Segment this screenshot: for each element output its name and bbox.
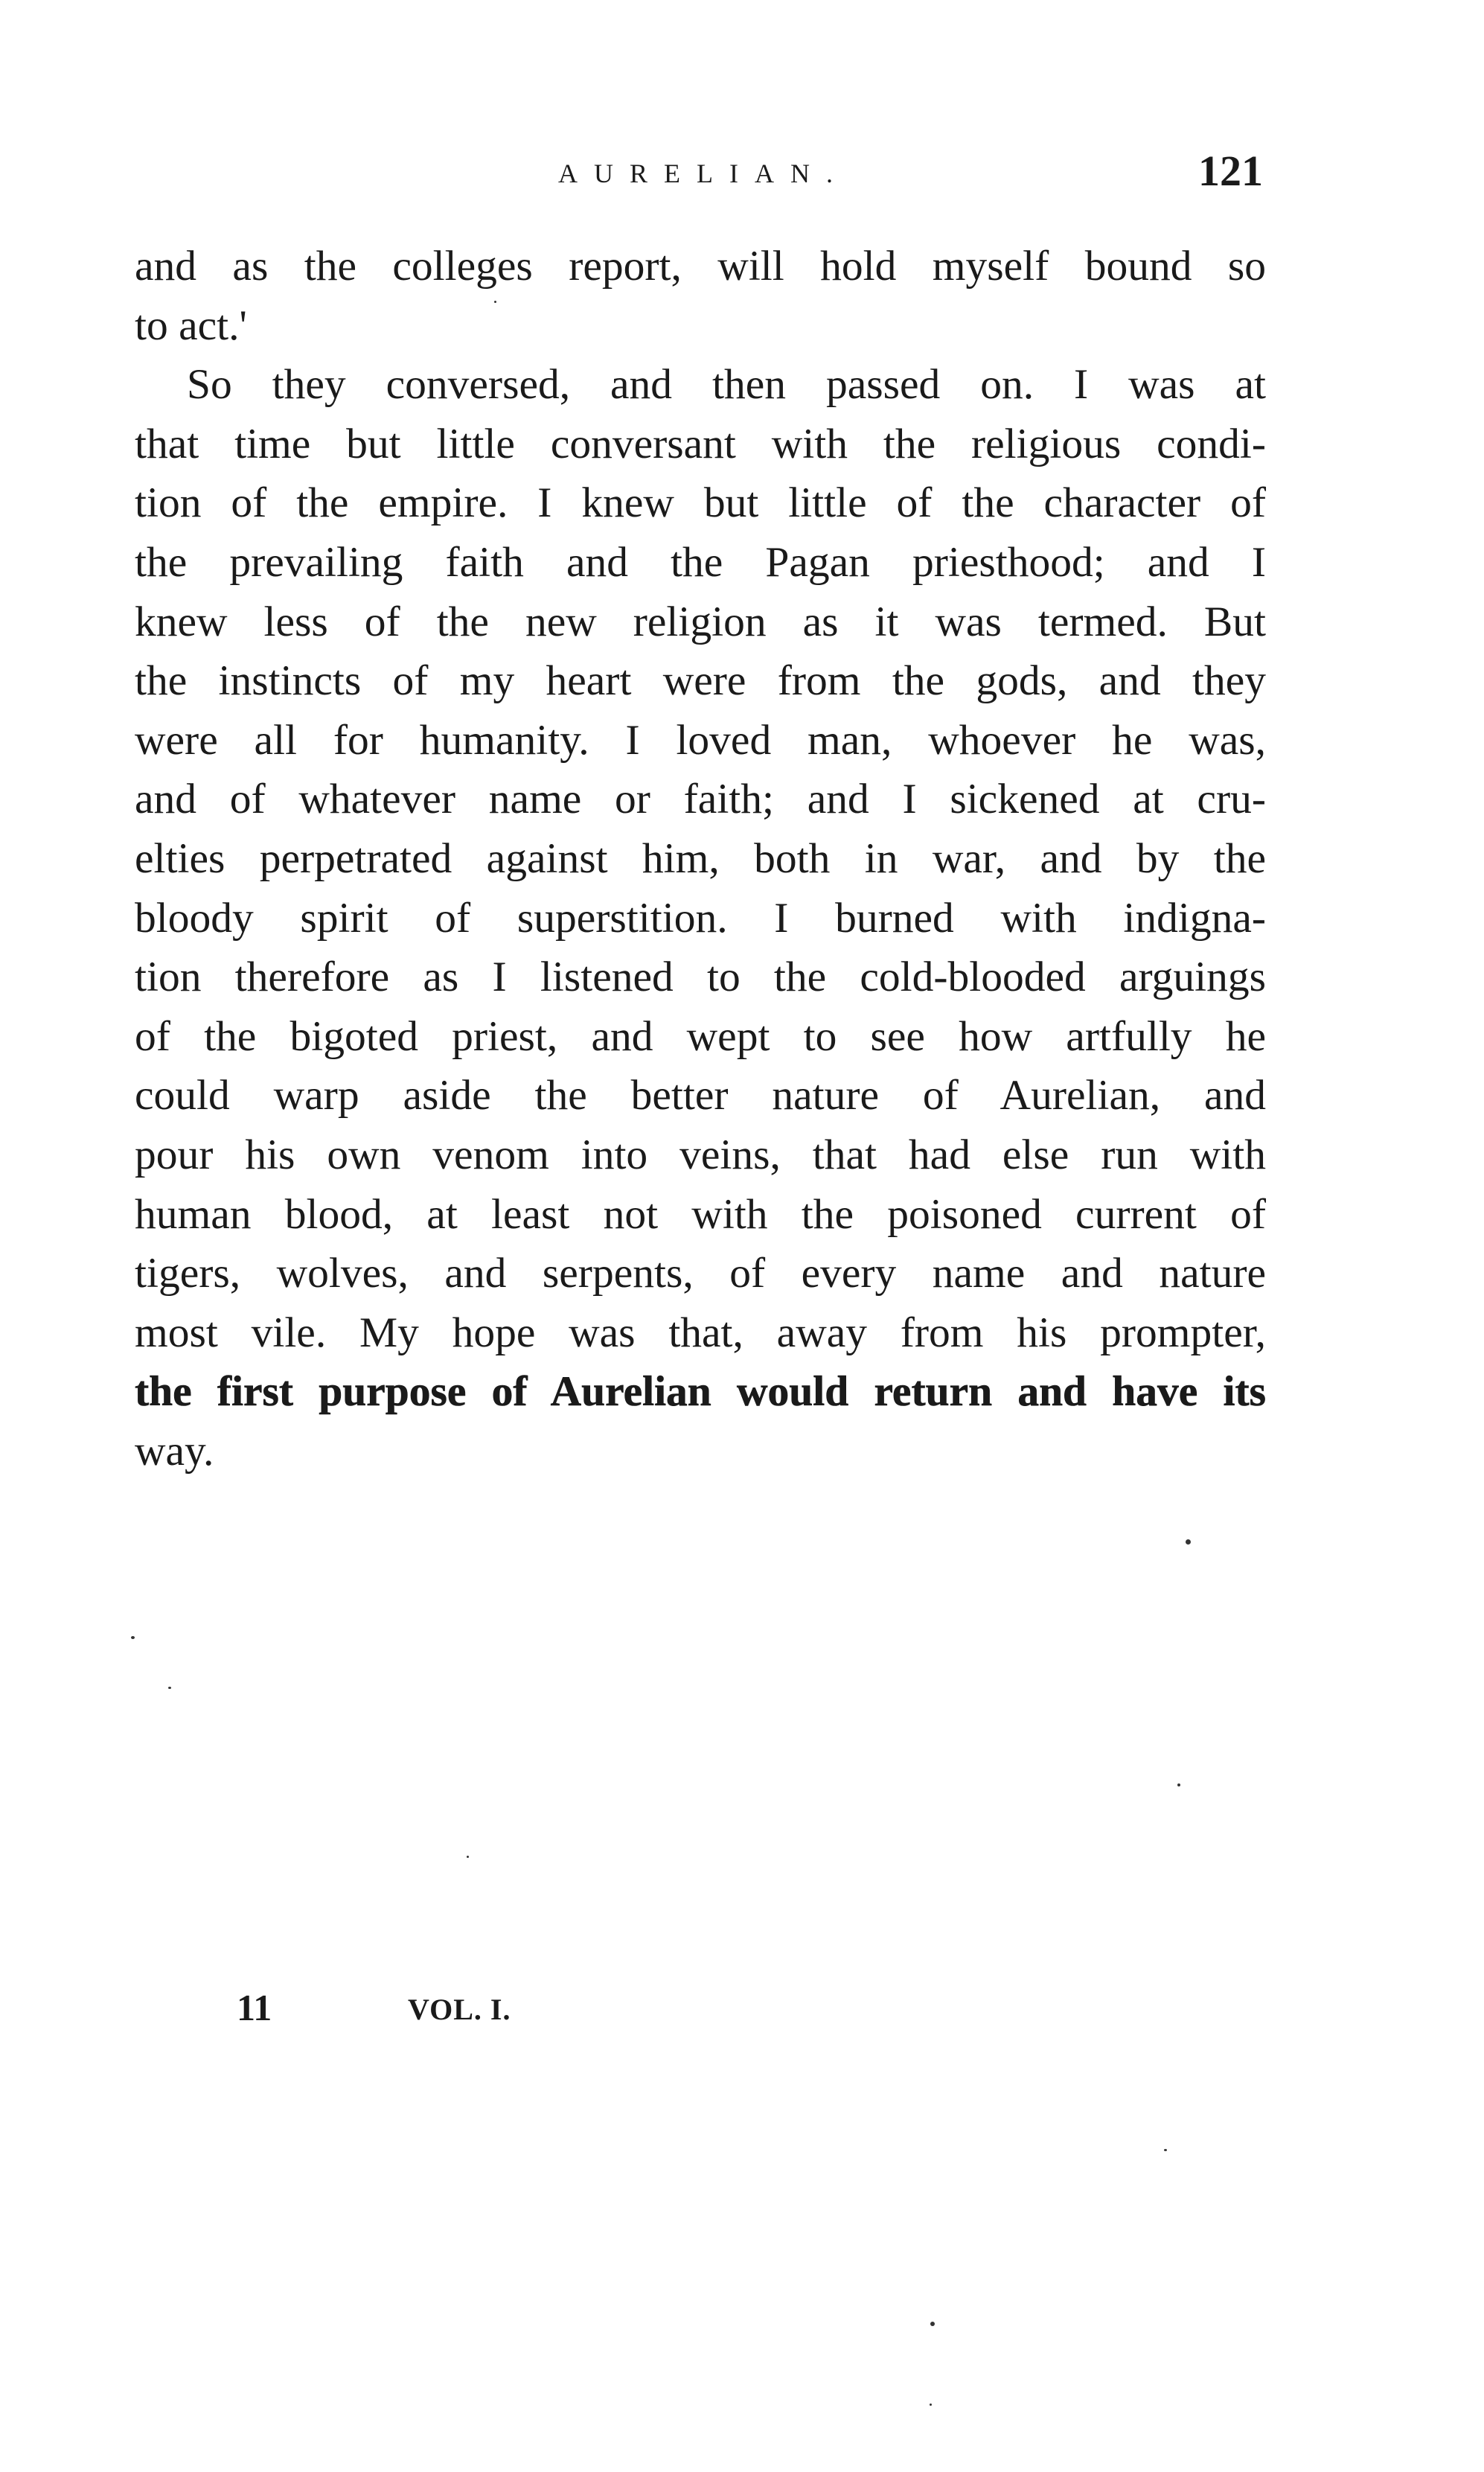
text-line: could warp aside the better nature of Aurelian, and	[135, 1072, 1266, 1120]
text-line: tion therefore as I listened to the cold-blooded arguings	[135, 954, 1266, 1001]
text-line: most vile. My hope was that, away from his prompter,	[135, 1309, 1266, 1356]
text-line: of the bigoted priest, and wept to see how artfully he	[135, 1012, 1266, 1060]
scan-speck	[494, 301, 496, 303]
scan-speck	[131, 1636, 135, 1639]
text-line: elties perpetrated against him, both in war, and by the	[135, 834, 1266, 882]
text-line: knew less of the new religion as it was termed. But	[135, 598, 1266, 645]
text-line: were all for humanity. I loved man, whoever he was,	[135, 716, 1266, 764]
text-line: and of whatever name or faith; and I sickened at cru-	[135, 776, 1266, 823]
scan-speck	[1164, 2149, 1167, 2151]
signature-mark: 11	[237, 1987, 272, 2028]
text-line: the instincts of my heart were from the gods, and they	[135, 657, 1266, 705]
text-line: and as the colleges report, will hold myself bound so	[135, 243, 1266, 290]
scan-speck	[930, 2322, 935, 2326]
text-line: the first purpose of Aurelian would return and have its	[135, 1368, 1266, 1416]
text-line: that time but little conversant with the religious condi-	[135, 420, 1266, 467]
scan-speck	[1186, 1539, 1191, 1545]
body-text	[135, 237, 1266, 1481]
scan-speck	[930, 2404, 932, 2406]
text-line: to act.'	[135, 301, 247, 349]
scan-speck	[1177, 1783, 1180, 1786]
text-line: way.	[135, 1427, 214, 1475]
text-line: tion of the empire. I knew but little of the character of	[135, 479, 1266, 527]
volume-mark: VOL. I.	[408, 1993, 511, 2026]
text-line: bloody spirit of superstition. I burned with indigna-	[135, 894, 1266, 942]
text-line: human blood, at least not with the poisoned current of	[135, 1190, 1266, 1238]
running-title: AURELIAN.	[558, 159, 849, 188]
scan-speck	[168, 1687, 171, 1689]
text-line: the prevailing faith and the Pagan priesthood; and I	[135, 538, 1266, 586]
page-number: 121	[1198, 147, 1263, 195]
text-line: So they conversed, and then passed on. I was at	[187, 361, 1266, 409]
text-line: pour his own venom into veins, that had else run with	[135, 1131, 1266, 1178]
text-line: tigers, wolves, and serpents, of every name and nature	[135, 1250, 1266, 1297]
scan-speck	[467, 1856, 469, 1858]
